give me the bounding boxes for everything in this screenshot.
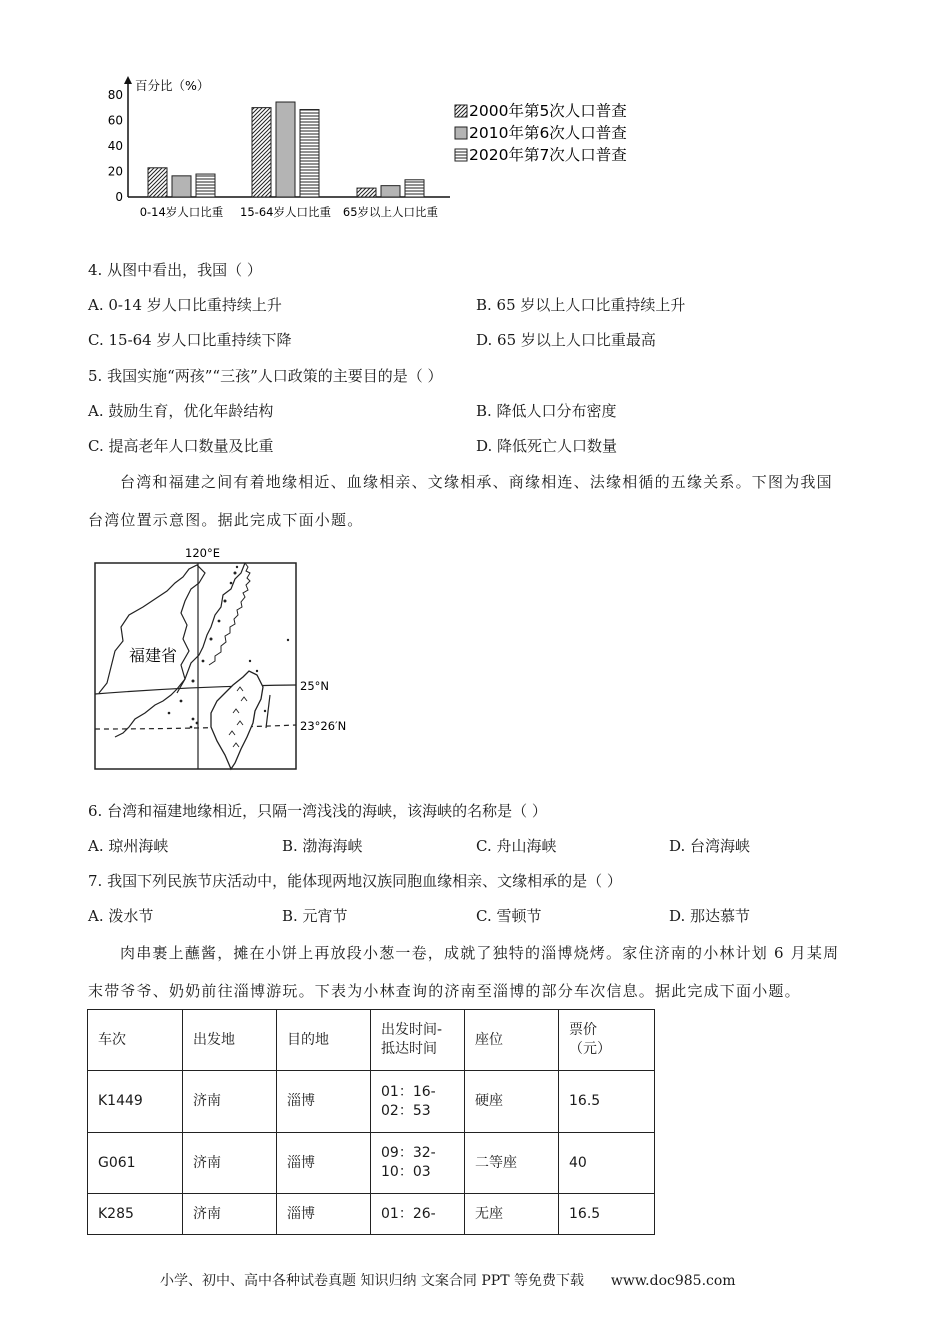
y-tick-label: 60 [107,113,123,128]
table-cell: 16.5 [559,1071,655,1133]
question-6-stem: 6. 台湾和福建地缘相近，只隔一湾浅浅的海峡，该海峡的名称是（ ） [88,802,547,820]
footer-text: 小学、初中、高中各种试卷真题 知识归纳 文案合同 PPT 等免费下载 [160,1273,584,1289]
table-cell: 淄博 [277,1133,371,1194]
q7-option-d[interactable]: D. 那达慕节 [669,907,751,925]
bar-1-2 [252,108,271,197]
map-frame [95,563,296,769]
bar-2-3 [381,186,400,197]
q5-option-a[interactable]: A. 鼓励生育，优化年龄结构 [88,402,274,420]
bar-3-2 [300,110,319,197]
bar-2-2 [276,102,295,197]
question-4-stem: 4. 从图中看出，我国（ ） [88,261,262,279]
taiwan-location-map [85,543,365,778]
q7-option-b[interactable]: B. 元宵节 [282,907,348,925]
y-axis-label: 百分比（%） [135,78,210,93]
taiwan-island [211,671,263,769]
q7-option-c[interactable]: C. 雪顿节 [476,907,542,925]
table-cell: 济南 [183,1194,277,1235]
question-7-stem: 7. 我国下列民族节庆活动中，能体现两地汉族同胞血缘相亲、文缘相承的是（ ） [88,872,622,890]
header-cell: 票价 （元） [559,1010,655,1071]
zibo-passage-line-1: 肉串裹上蘸酱，摊在小饼上再放段小葱一卷，成就了独特的淄博烧烤。家住济南的小林计划 6 月某周 [120,944,840,962]
train-schedule-table [87,1009,655,1235]
table-cell: 40 [559,1133,655,1194]
q6-option-b[interactable]: B. 渤海海峡 [282,837,363,855]
bar-1-3 [357,188,376,197]
table-header-row [88,1010,655,1071]
category-label: 15-64岁人口比重 [240,205,331,219]
category-label: 65岁以上人口比重 [342,205,439,219]
longitude-label: 120°E [185,546,220,560]
bar-3-1 [196,174,215,197]
y-tick-label: 20 [107,164,123,179]
legend-label: 2010年第6次人口普查 [469,124,627,142]
table-cell: 淄博 [277,1194,371,1235]
q6-option-a[interactable]: A. 琼州海峡 [88,837,169,855]
bar-1-1 [148,168,167,197]
header-cell: 目的地 [277,1010,371,1071]
taiwan-passage-line-1: 台湾和福建之间有着地缘相近、血缘相亲、文缘相承、商缘相连、法缘相循的五缘关系。下图为我国 [120,473,833,491]
table-cell: K285 [88,1194,183,1235]
legend-swatch [455,105,467,117]
table-cell: 济南 [183,1133,277,1194]
legend-label: 2000年第5次人口普查 [469,102,627,120]
header-cell: 座位 [465,1010,559,1071]
table-cell: 济南 [183,1071,277,1133]
table-row [88,1194,655,1235]
taiwan-passage-line-2: 台湾位置示意图。据此完成下面小题。 [88,511,364,529]
table-cell: 01：26- [371,1194,465,1235]
table-cell: 二等座 [465,1133,559,1194]
y-tick-label: 40 [107,139,123,153]
q6-option-d[interactable]: D. 台湾海峡 [669,837,751,855]
header-cell: 车次 [88,1010,183,1071]
q6-option-c[interactable]: C. 舟山海峡 [476,837,557,855]
q4-option-d[interactable]: D. 65 岁以上人口比重最高 [476,331,656,349]
q4-option-b[interactable]: B. 65 岁以上人口比重持续上升 [476,296,686,314]
q5-option-c[interactable]: C. 提高老年人口数量及比重 [88,437,274,455]
footer-link[interactable]: www.doc985.com [610,1273,736,1289]
table-row [88,1133,655,1194]
table-row [88,1071,655,1133]
category-label: 0-14岁人口比重 [139,205,224,219]
y-axis-arrow [124,76,132,84]
table-cell: 01：16- 02：53 [371,1071,465,1133]
tropic-label: 23°26′N [300,719,347,733]
map-marker-line [266,695,270,728]
table-cell: K1449 [88,1071,183,1133]
penghu-islands [190,718,199,729]
fujian-province-label: 福建省 [129,646,178,665]
population-bar-chart [100,70,660,230]
question-5-stem: 5. 我国实施“两孩”“三孩”人口政策的主要目的是（ ） [88,367,443,385]
q4-option-c[interactable]: C. 15-64 岁人口比重持续下降 [88,331,292,349]
table-cell: G061 [88,1133,183,1194]
footer-banner [160,1270,736,1290]
fujian-border [99,565,205,693]
q5-option-d[interactable]: D. 降低死亡人口数量 [476,437,618,455]
latitude-25n-line [95,685,296,694]
zibo-passage-line-2: 末带爷爷、奶奶前往淄博游玩。下表为小林查询的济南至淄博的部分车次信息。据此完成下面小题。 [88,982,801,1000]
bar-2-1 [172,176,191,197]
table-cell: 淄博 [277,1071,371,1133]
q5-option-b[interactable]: B. 降低人口分布密度 [476,402,617,420]
header-cell: 出发时间- 抵达时间 [371,1010,465,1071]
legend-swatch [455,127,467,139]
bar-3-3 [405,180,424,197]
q4-option-a[interactable]: A. 0-14 岁人口比重持续上升 [88,296,282,314]
table-cell: 16.5 [559,1194,655,1235]
table-cell: 无座 [465,1194,559,1235]
y-tick-label: 0 [115,190,123,204]
legend-swatch [455,149,467,161]
y-tick-label: 80 [107,88,123,102]
table-cell: 硬座 [465,1071,559,1133]
header-cell: 出发地 [183,1010,277,1071]
q7-option-a[interactable]: A. 泼水节 [88,907,154,925]
table-cell: 09：32- 10：03 [371,1133,465,1194]
legend-label: 2020年第7次人口普查 [469,146,627,164]
latitude-25n-label: 25°N [300,679,329,693]
